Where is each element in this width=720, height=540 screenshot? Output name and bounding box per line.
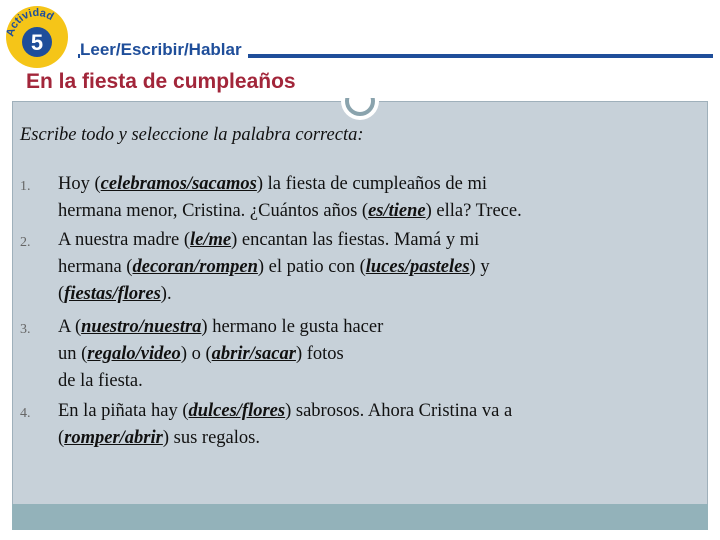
instructions: Escribe todo y seleccione la palabra correcta:: [20, 125, 364, 145]
activity-badge: [4, 4, 70, 70]
page-title: En la fiesta de cumpleaños: [26, 70, 296, 93]
sentence-text: hermana (: [58, 257, 133, 277]
item-text: [58, 398, 698, 452]
sentence-text: En la piñata hay (: [58, 401, 189, 421]
sentence-text: ).: [160, 284, 172, 304]
section-label: Leer/Escribir/Hablar: [80, 40, 248, 60]
item-number: 2.: [20, 235, 31, 250]
sentence-text: ) o (: [180, 344, 212, 364]
ring-decoration: [339, 80, 381, 122]
item-number: 3.: [20, 322, 31, 337]
item-line: [58, 314, 698, 341]
answer-choice[interactable]: abrir/sacar: [211, 344, 296, 364]
sentence-text: (: [58, 428, 65, 448]
sentence-text: ) sus regalos.: [162, 428, 260, 448]
sentence-text: ) encantan las fiestas. Mamá y mi: [231, 230, 480, 250]
sentence-text: ) el patio con (: [257, 257, 366, 277]
sentence-text: Hoy (: [58, 174, 101, 194]
sentence-text: ) sabrosos. Ahora Cristina va a: [285, 401, 513, 421]
answer-choice[interactable]: luces/pasteles: [365, 257, 470, 277]
sentence-text: de la fiesta.: [58, 371, 143, 391]
item-number: 4.: [20, 406, 31, 421]
item-line: [58, 227, 698, 254]
item-text: [58, 227, 698, 308]
item-line: [58, 398, 698, 425]
sentence-text: un (: [58, 344, 88, 364]
badge-word: Actividad: [4, 6, 56, 38]
item-line: [58, 254, 698, 281]
sentence-text: A (: [58, 317, 82, 337]
sentence-text: ) fotos: [295, 344, 344, 364]
answer-choice[interactable]: dulces/flores: [188, 401, 286, 421]
item-number: 1.: [20, 179, 31, 194]
item-line: [58, 171, 698, 198]
sentence-text: A nuestra madre (: [58, 230, 191, 250]
sentence-text: ) ella? Trece.: [425, 201, 522, 221]
answer-choice[interactable]: fiestas/flores: [64, 284, 161, 304]
item-line: [58, 425, 698, 452]
sentence-text: ) y: [469, 257, 490, 277]
item-line: [58, 198, 698, 225]
sentence-text: ) hermano le gusta hacer: [201, 317, 384, 337]
panel-footer: [12, 504, 708, 530]
item-text: [58, 314, 698, 395]
answer-choice[interactable]: nuestro/nuestra: [81, 317, 202, 337]
item-text: [58, 171, 698, 225]
answer-choice[interactable]: le/me: [190, 230, 232, 250]
item-line: [58, 368, 698, 395]
badge-number: 5: [30, 30, 44, 55]
answer-choice[interactable]: celebramos/sacamos: [100, 174, 257, 194]
sentence-text: (: [58, 284, 65, 304]
answer-choice[interactable]: es/tiene: [368, 201, 426, 221]
item-line: [58, 281, 698, 308]
sentence-text: ) la fiesta de cumpleaños de mi: [256, 174, 487, 194]
item-line: [58, 341, 698, 368]
sentence-text: hermana menor, Cristina. ¿Cuántos años (: [58, 201, 369, 221]
answer-choice[interactable]: regalo/video: [87, 344, 181, 364]
answer-choice[interactable]: romper/abrir: [64, 428, 163, 448]
answer-choice[interactable]: decoran/rompen: [132, 257, 258, 277]
